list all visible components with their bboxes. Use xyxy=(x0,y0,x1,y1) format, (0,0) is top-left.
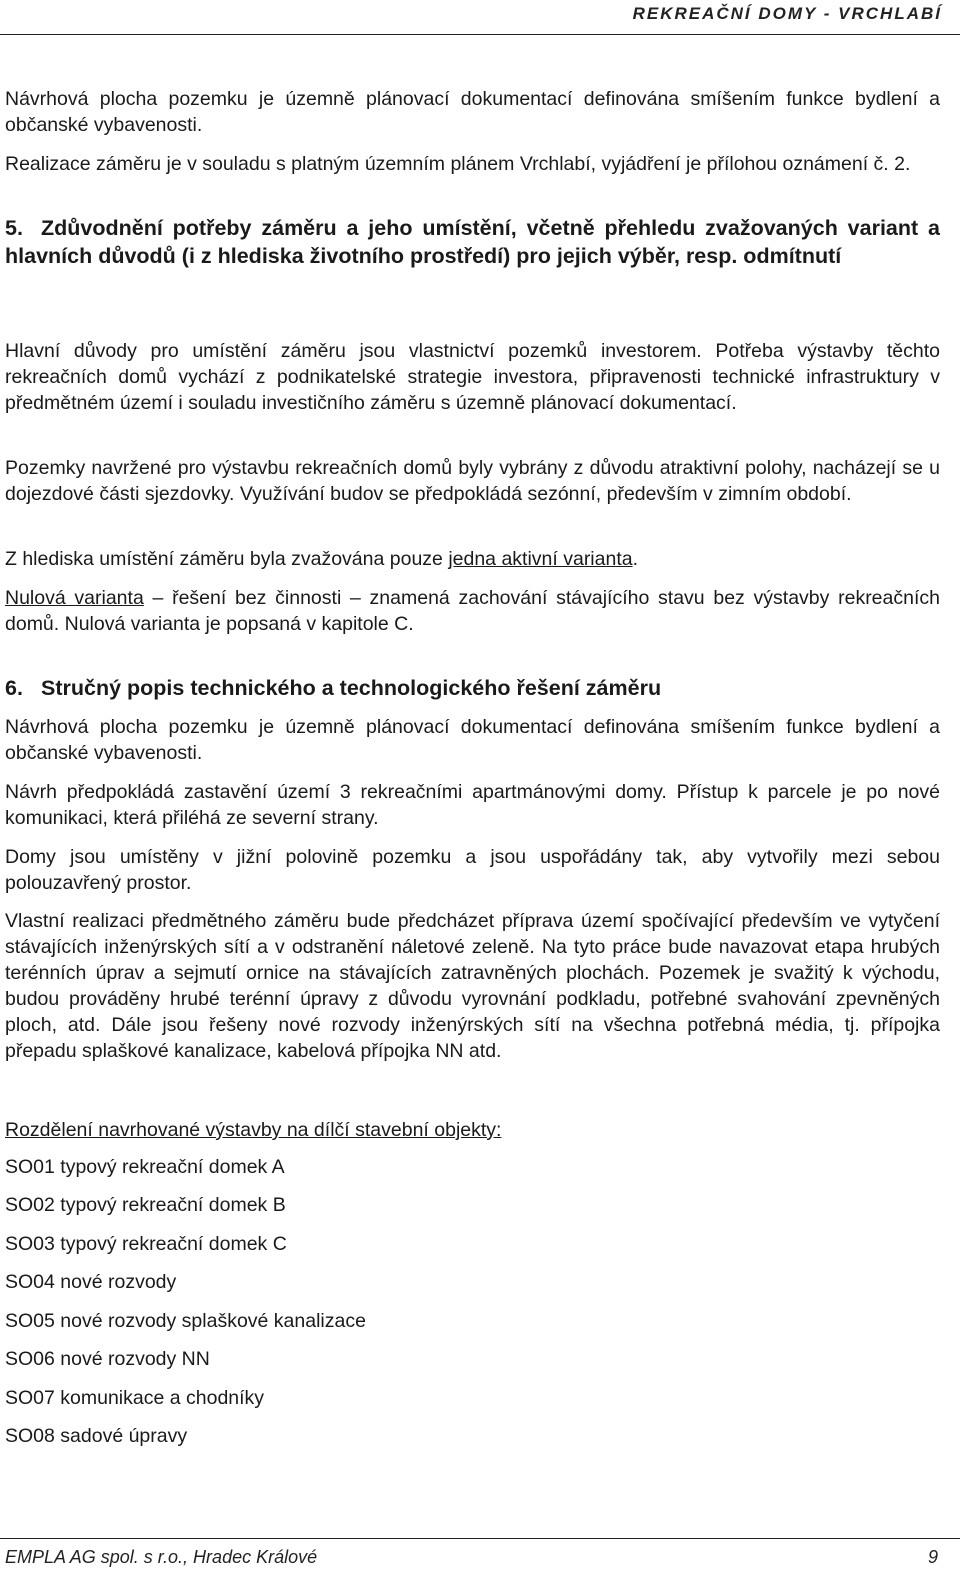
list-item: SO04 nové rozvody xyxy=(5,1271,177,1293)
text: – řešení bez činnosti – znamená zachování stávajícího stavu bez výstavby rekreačních domů. Nulová varianta je popsaná v kapitole C. xyxy=(5,587,940,635)
underlined-text: jedna aktivní varianta xyxy=(448,548,633,570)
document-title: REKREAČNÍ DOMY - VRCHLABÍ xyxy=(632,4,942,23)
page-footer xyxy=(0,1538,960,1578)
section-number: 5. xyxy=(5,216,23,240)
list-item: SO08 sadové úpravy xyxy=(5,1425,188,1447)
paragraph: Návrh předpokládá zastavění území 3 rekreačními apartmánovými domy. Přístup k parcele je po nové komunikaci, která přiléhá ze severní strany. xyxy=(5,781,940,829)
list-item: SO07 komunikace a chodníky xyxy=(5,1387,265,1409)
text: Z hlediska umístění záměru byla zvažována pouze xyxy=(5,548,449,570)
paragraph: Hlavní důvody pro umístění záměru jsou vlastnictví pozemků investorem. Potřeba výstavby těchto rekreačních domů vychází z podnikatelské strategie investora, připravenosti technické infrastruktury v předmětném území i souladu investičního záměru s územně plánovací dokumentací. xyxy=(5,340,940,414)
section-title: Stručný popis technického a technologického řešení záměru xyxy=(41,676,662,700)
list-heading xyxy=(5,1117,940,1143)
list-item: SO01 typový rekreační domek A xyxy=(5,1156,285,1178)
page-number: 9 xyxy=(927,1547,938,1567)
list-item: SO06 nové rozvody NN xyxy=(5,1348,210,1370)
section-number: 6. xyxy=(5,676,23,700)
paragraph xyxy=(5,546,940,572)
underlined-text: Rozdělení navrhované výstavby na dílčí stavební objekty: xyxy=(5,1119,502,1141)
paragraph: Pozemky navržené pro výstavbu rekreačních domů byly vybrány z důvodu atraktivní polohy, nacházejí se u dojezdové části sjezdovky. Využívání budov se předpokládá sezónní, především v zimním období. xyxy=(5,457,940,505)
paragraph xyxy=(5,585,940,637)
paragraph: Realizace záměru je v souladu s platným územním plánem Vrchlabí, vyjádření je přílohou oznámení č. 2. xyxy=(5,153,911,175)
page-header xyxy=(0,0,960,35)
list-item: SO02 typový rekreační domek B xyxy=(5,1194,286,1216)
list-item: SO03 typový rekreační domek C xyxy=(5,1233,287,1255)
underlined-text: Nulová varianta xyxy=(5,587,144,609)
footer-company: EMPLA AG spol. s r.o., Hradec Králové xyxy=(5,1547,318,1567)
paragraph: Návrhová plocha pozemku je územně plánovací dokumentací definována smíšením funkce bydlení a občanské vybavenosti. xyxy=(5,716,940,764)
text: . xyxy=(632,548,639,570)
paragraph: Návrhová plocha pozemku je územně plánovací dokumentací definována smíšením funkce bydlení a občanské vybavenosti. xyxy=(5,88,940,136)
section-heading-6 xyxy=(5,674,940,702)
section-heading-5 xyxy=(5,214,940,270)
section-title: Zdůvodnění potřeby záměru a jeho umístění, včetně přehledu zvažovaných variant a hlavních důvodů (i z hlediska životního prostředí) pro jejich výběr, resp. odmítnutí xyxy=(5,216,940,268)
paragraph: Vlastní realizaci předmětného záměru bude předcházet příprava území spočívající především ve vytyčení stávajících inženýrských sítí a v odstranění náletové zeleně. Na tyto práce bude navazovat etapa hrubých terénních úprav a sejmutí ornice na stávajících zatravněných plochách. Pozemek je svažitý k východu, budou prováděny hrubé terénní úpravy z důvodu vyrovnání podkladu, potřebné svahování zpevněných ploch, atd. Dále jsou řešeny nové rozvody inženýrských sítí na všechna potřebná média, tj. přípojka přepadu splaškové kanalizace, kabelová přípojka NN atd. xyxy=(5,910,940,1062)
list-item: SO05 nové rozvody splaškové kanalizace xyxy=(5,1310,366,1332)
paragraph: Domy jsou umístěny v jižní polovině pozemku a jsou uspořádány tak, aby vytvořily mezi sebou polouzavřený prostor. xyxy=(5,846,940,894)
